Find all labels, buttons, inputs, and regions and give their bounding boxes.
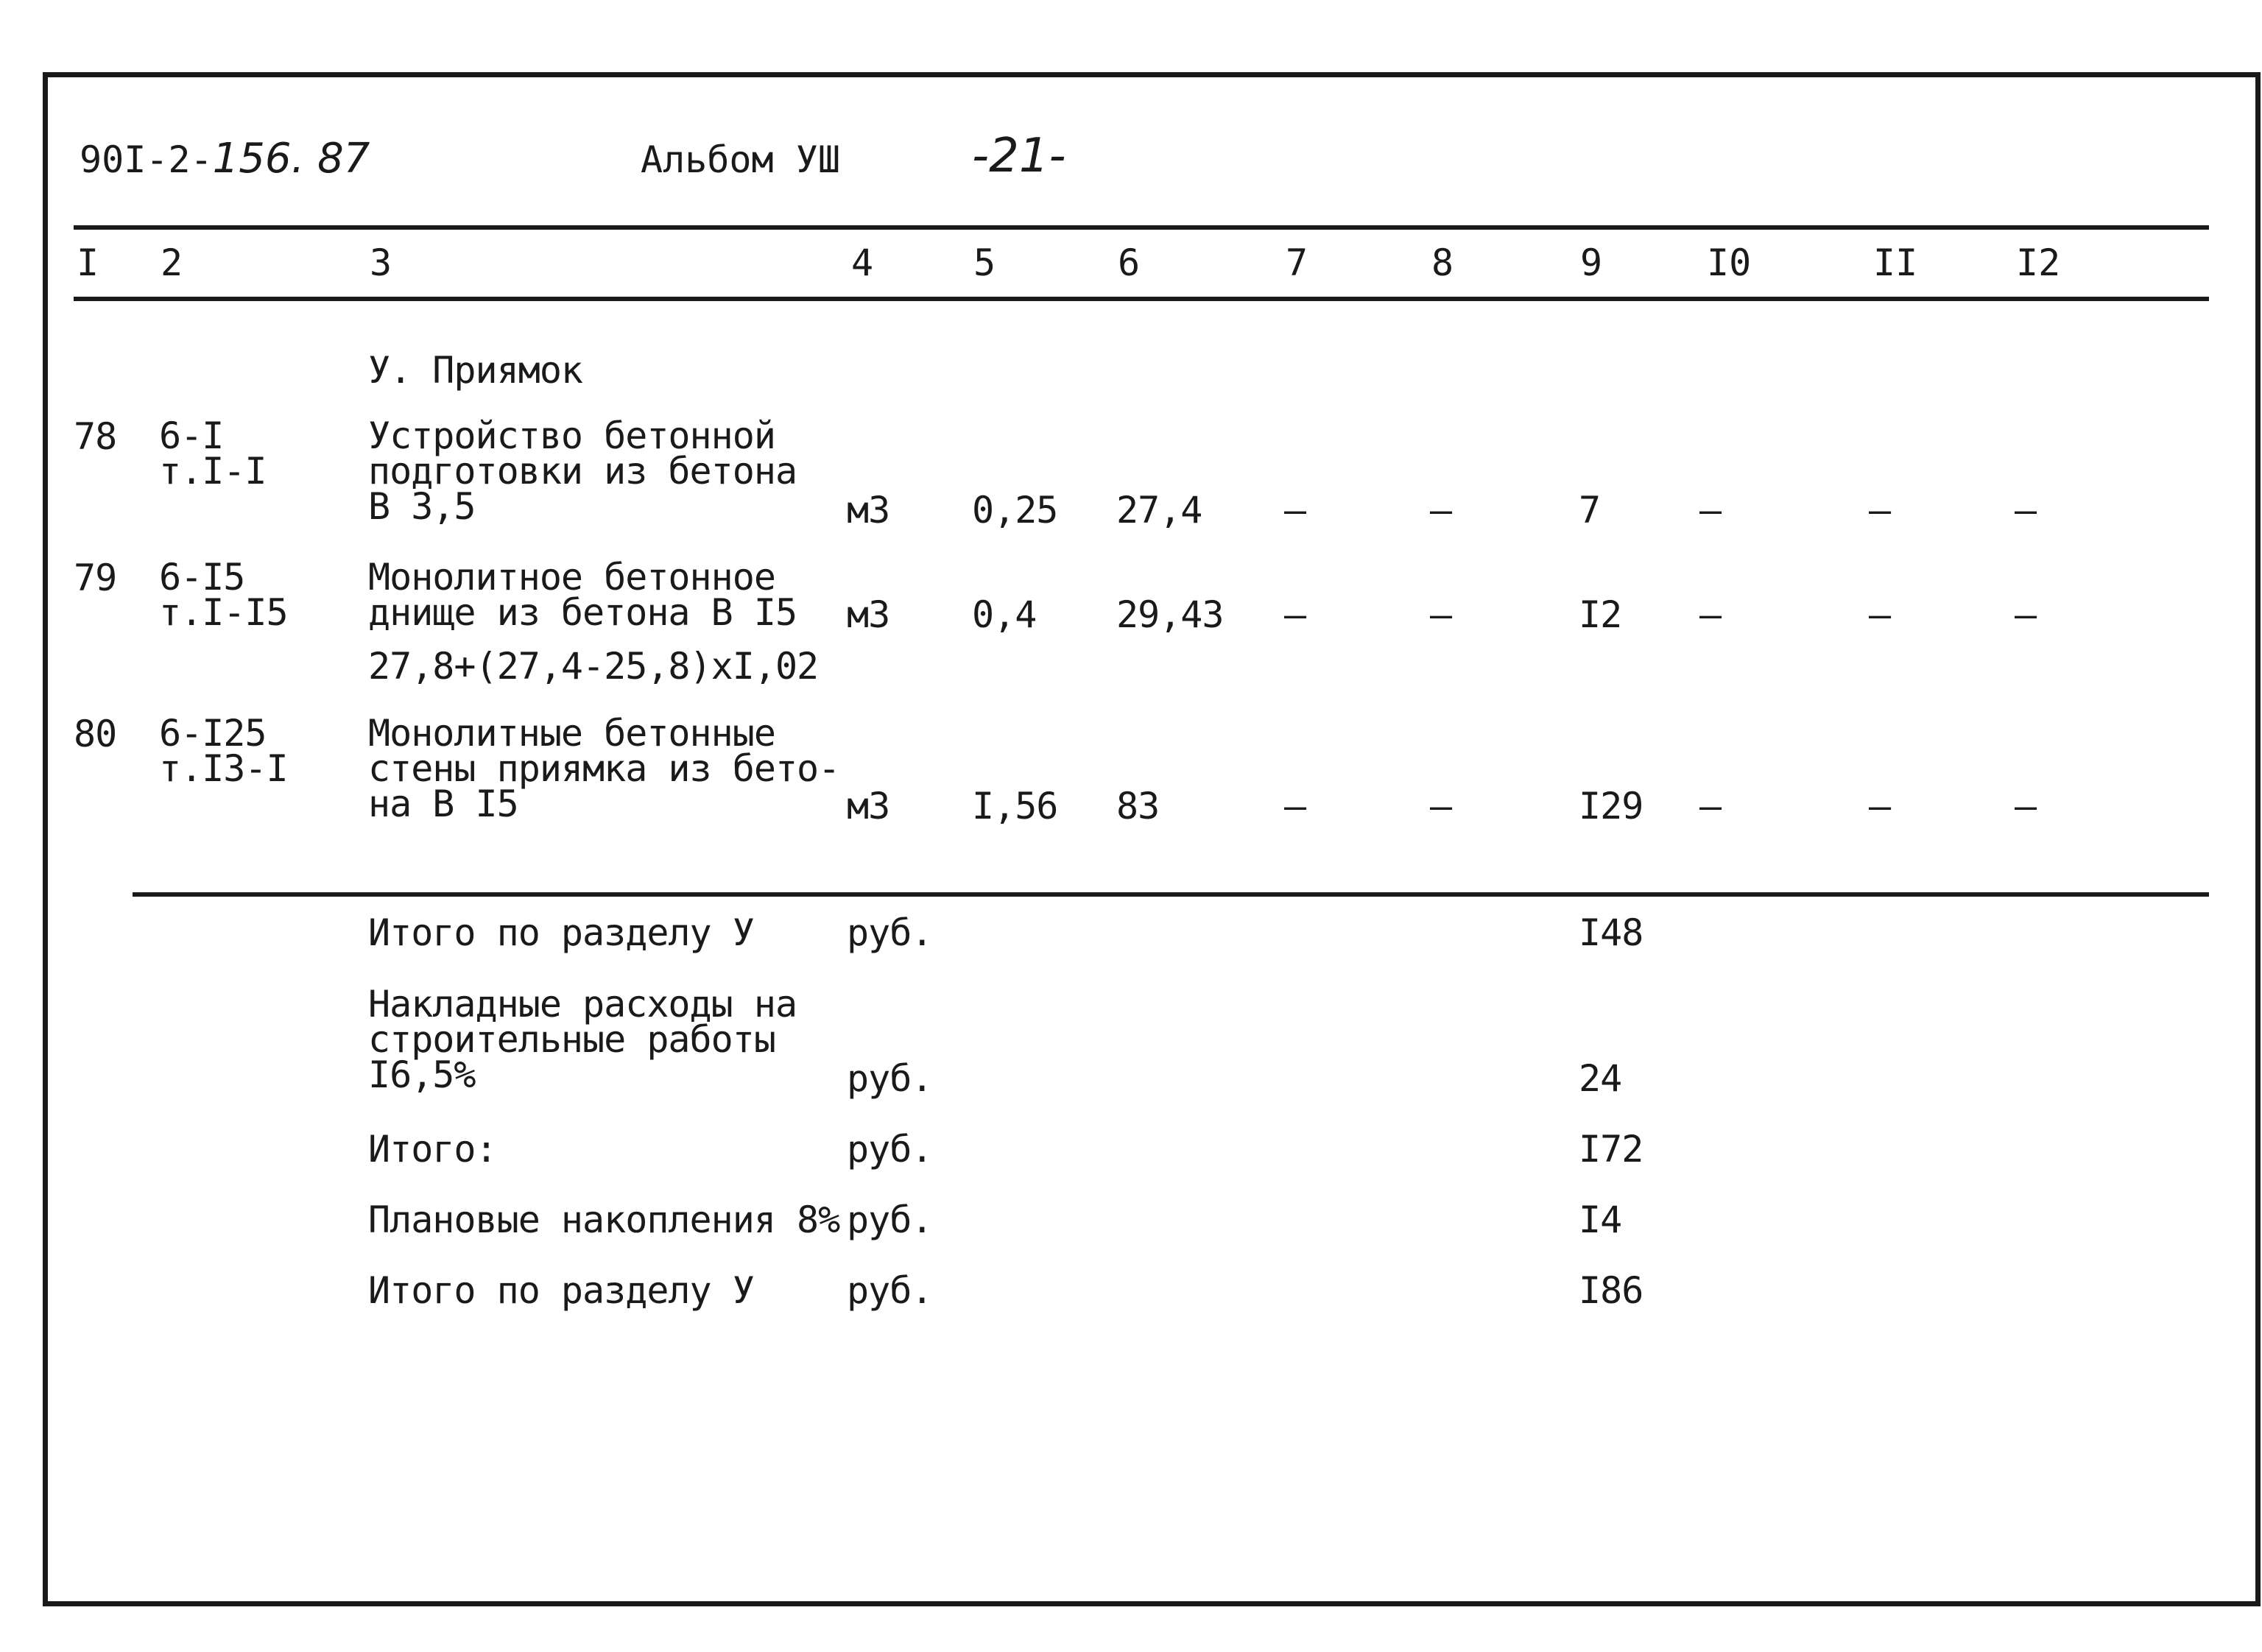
row-80-unit: м3: [847, 785, 890, 827]
row-80-col11: –: [1869, 785, 1891, 827]
row-80-total: I29: [1579, 785, 1643, 827]
header-top-rule: [74, 225, 2209, 230]
summary-rule: [133, 892, 2209, 897]
doc-code-prefix: 90I-2-: [80, 138, 213, 181]
header-bottom-rule: [74, 297, 2209, 301]
row-80-code: 6-I25 т.I3-I: [159, 712, 288, 790]
row-78-col10: –: [1699, 489, 1722, 532]
summary-subtotal-value: I48: [1579, 911, 1643, 954]
summary-overhead-unit: руб.: [847, 1057, 933, 1100]
doc-code-handwritten: 156. 87: [212, 135, 370, 183]
row-80-col12: –: [2015, 785, 2037, 827]
summary-planned-unit: руб.: [847, 1199, 933, 1241]
page-number: -21-: [972, 129, 1066, 183]
summary-planned-value: I4: [1579, 1199, 1622, 1241]
row-79-price: 29,43: [1116, 593, 1224, 636]
summary-section-total-unit: руб.: [847, 1269, 933, 1312]
column-header-2: 2: [161, 241, 183, 284]
row-78-col12: –: [2015, 489, 2037, 532]
column-header-11: II: [1873, 241, 1918, 284]
row-79-col8: –: [1430, 593, 1452, 636]
row-80-col8: –: [1430, 785, 1452, 827]
page-frame: [43, 72, 2261, 1606]
column-header-5: 5: [973, 241, 996, 284]
summary-planned-label: Плановые накопления 8%: [368, 1199, 840, 1241]
row-80-number: 80: [74, 713, 117, 755]
column-header-10: I0: [1707, 241, 1752, 284]
row-79-number: 79: [74, 557, 117, 599]
row-79-code: 6-I5 т.I-I5: [159, 556, 288, 634]
row-78-description: Устройство бетонной подготовки из бетона В 3,5: [368, 414, 797, 528]
column-header-1: I: [77, 241, 99, 284]
row-79-description: Монолитное бетонное днище из бетона В I5: [368, 556, 797, 634]
row-79-col12: –: [2015, 593, 2037, 636]
summary-overhead-value: 24: [1579, 1057, 1622, 1100]
row-78-unit: м3: [847, 489, 890, 532]
column-header-7: 7: [1286, 241, 1308, 284]
row-79-col11: –: [1869, 593, 1891, 636]
column-header-12: I2: [2016, 241, 2061, 284]
row-79-col10: –: [1699, 593, 1722, 636]
column-header-3: 3: [370, 241, 392, 284]
row-80-col10: –: [1699, 785, 1722, 827]
summary-section-total-label: Итого по разделу У: [368, 1269, 754, 1312]
row-79-total: I2: [1579, 593, 1622, 636]
column-header-9: 9: [1580, 241, 1603, 284]
row-79-note: 27,8+(27,4-25,8)хI,02: [368, 645, 819, 688]
column-header-8: 8: [1431, 241, 1454, 284]
row-79-col7: –: [1284, 593, 1306, 636]
row-79-quantity: 0,4: [972, 593, 1037, 636]
row-79-unit: м3: [847, 593, 890, 636]
summary-total-unit: руб.: [847, 1128, 933, 1171]
row-78-total: 7: [1579, 489, 1601, 532]
summary-total-value: I72: [1579, 1128, 1643, 1171]
row-78-quantity: 0,25: [972, 489, 1058, 532]
row-78-col7: –: [1284, 489, 1306, 532]
summary-section-total-value: I86: [1579, 1269, 1643, 1312]
summary-subtotal-label: Итого по разделу У: [368, 911, 754, 954]
row-80-quantity: I,56: [972, 785, 1058, 827]
doc-code: [80, 135, 370, 183]
summary-subtotal-unit: руб.: [847, 911, 933, 954]
summary-overhead-label: Накладные расходы на строительные работы I6,5%: [368, 983, 797, 1096]
row-78-number: 78: [74, 415, 117, 458]
row-78-code: 6-I т.I-I: [159, 414, 267, 493]
album-label: Альбом УШ: [641, 138, 840, 181]
row-80-col7: –: [1284, 785, 1306, 827]
column-header-4: 4: [851, 241, 874, 284]
row-78-price: 27,4: [1116, 489, 1202, 532]
summary-total-label: Итого:: [368, 1128, 497, 1171]
row-80-price: 83: [1116, 785, 1160, 827]
row-78-col11: –: [1869, 489, 1891, 532]
row-80-description: Монолитные бетонные стены приямка из бето- на В I5: [368, 712, 840, 825]
row-78-col8: –: [1430, 489, 1452, 532]
section-title: У. Приямок: [368, 349, 583, 392]
column-header-6: 6: [1118, 241, 1141, 284]
